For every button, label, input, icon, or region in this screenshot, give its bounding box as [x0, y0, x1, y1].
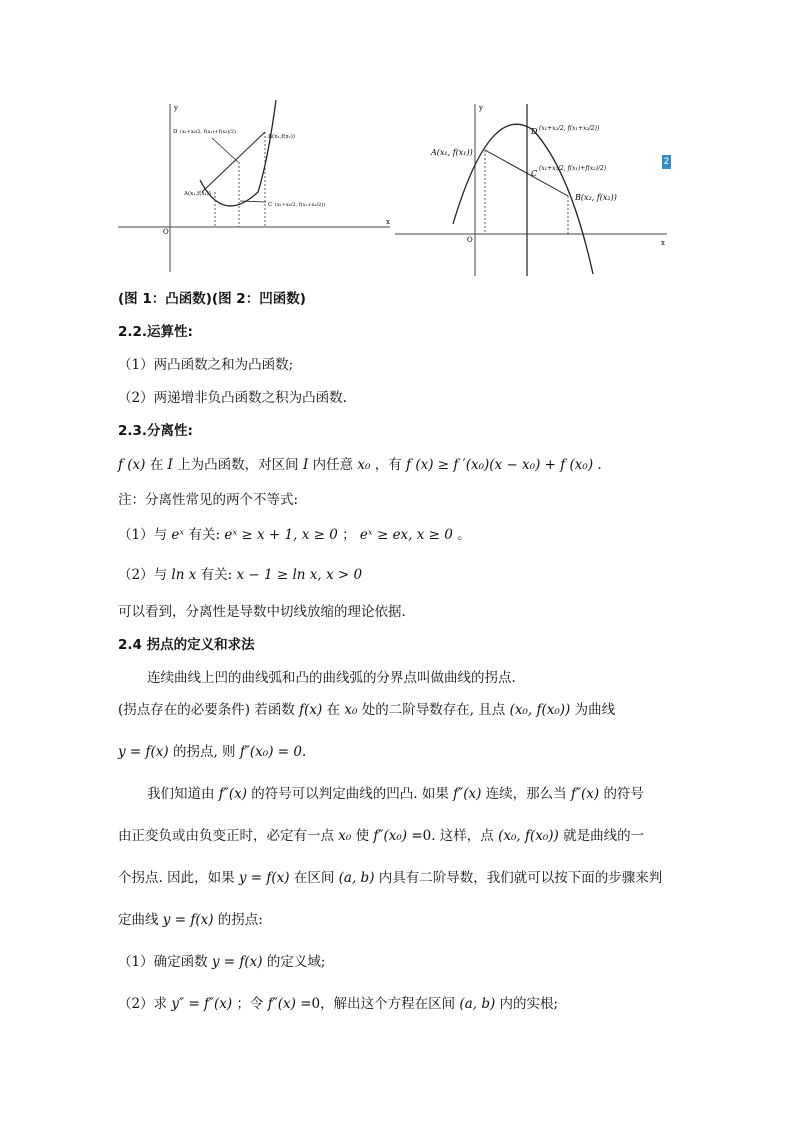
text: 个拐点. 因此，如果	[118, 870, 235, 886]
text: 的拐点, 则	[172, 744, 236, 760]
heading-2-2: 2.2.运算性:	[118, 324, 193, 340]
x0: x₀	[344, 702, 358, 718]
interval-i: I	[167, 457, 173, 473]
para-line-3	[118, 868, 662, 888]
text: 的拐点:	[217, 912, 263, 928]
text: 内具有二阶导数，我们就可以按下面的步骤来判	[378, 870, 663, 886]
curve-eq: y = f(x)	[118, 744, 169, 760]
text: 有关:	[188, 527, 221, 543]
x0: x₀	[338, 828, 352, 844]
text: 的定义域;	[266, 954, 326, 970]
text: .	[597, 457, 602, 473]
f2x: f″(x)	[570, 786, 600, 802]
para-line-2	[118, 826, 644, 846]
text: 在	[326, 702, 341, 718]
text: (拐点存在的必要条件) 若函数	[118, 702, 295, 718]
sec22-item-1: （1）两凸函数之和为凸函数;	[118, 357, 294, 373]
f2x: f″(x)	[267, 996, 296, 1012]
origin-label: O	[467, 236, 473, 244]
text: 的符号可以判定曲线的凹凸. 如果	[251, 786, 449, 802]
label-a: A(x₁, f(x₁))	[431, 148, 473, 157]
text: （2）与	[118, 567, 168, 583]
label-b: B(x₂,f(x₂))	[268, 134, 296, 140]
label-c-coords: (x₁+x₂/2, f(x₁)+f(x₂)/2)	[539, 165, 607, 172]
text: 定曲线	[118, 912, 159, 928]
condition-line-1	[118, 700, 615, 720]
x0: x₀	[357, 457, 371, 473]
second-derivative-zero: f″(x₀) = 0.	[239, 744, 307, 760]
text: 。	[457, 527, 471, 543]
note-heading: 注：分离性常见的两个不等式:	[118, 492, 299, 508]
inequality-2: eˣ ≥ ex, x ≥ 0	[359, 527, 453, 543]
f2x0: f″(x₀)	[373, 828, 408, 844]
text: ；	[342, 527, 356, 543]
sec22-item-2: （2）两递增非负凸函数之积为凸函数.	[118, 390, 347, 406]
label-d-coords: (x₁+x₂/2, f(x₁+x₂/2))	[539, 125, 600, 132]
text: ，有	[374, 457, 402, 473]
text: 为曲线	[574, 702, 616, 718]
curve-eq: y = f(x)	[238, 870, 290, 886]
figure-concave-function	[395, 100, 670, 278]
para-line-4	[118, 910, 263, 930]
step-1	[118, 952, 325, 972]
label-d: D	[531, 127, 538, 136]
step-2	[118, 994, 558, 1014]
second-derivative-eq: y″ = f″(x)	[171, 996, 233, 1012]
text: 有关:	[200, 567, 233, 583]
text: =0. 这样，点	[411, 828, 494, 844]
text: =0，解出这个方程在区间	[300, 996, 456, 1012]
concave-curve	[453, 124, 593, 274]
curve-eq: y = f(x)	[162, 912, 214, 928]
note-item-1	[118, 525, 471, 545]
text: 使	[355, 828, 370, 844]
label-c: C	[531, 169, 538, 178]
separation-property	[118, 455, 602, 475]
x-axis-label: x	[386, 218, 390, 226]
heading-2-4: 2.4 拐点的定义和求法	[118, 637, 255, 653]
interval-ab: (a, b)	[459, 996, 496, 1012]
text: （1）确定函数	[118, 954, 208, 970]
f2x: f″(x)	[218, 786, 247, 802]
point: (x₀, f(x₀))	[509, 702, 571, 718]
text: ；令	[236, 996, 264, 1012]
page-badge: 2	[663, 157, 670, 167]
point: (x₀, f(x₀))	[498, 828, 559, 844]
lnx: ln x	[171, 567, 197, 583]
x-axis-label: x	[661, 239, 665, 247]
f2x: f″(x)	[453, 786, 482, 802]
text: 在区间	[293, 870, 335, 886]
ex: eˣ	[171, 527, 185, 543]
figure-caption: (图 1：凸函数)(图 2：凹函数)	[118, 291, 306, 307]
y-axis-label: y	[479, 104, 483, 112]
note-item-2	[118, 565, 362, 585]
label-c-coords: (x₁+x₂/2, f(x₁+x₂/2))	[275, 202, 326, 208]
heading-2-3: 2.3.分离性:	[118, 423, 193, 439]
text: 连续，那么当	[485, 786, 567, 802]
interval-ab: (a, b)	[338, 870, 375, 886]
label-b: B(x₂, f(x₂))	[575, 193, 617, 202]
text: （1）与	[118, 527, 168, 543]
figure-convex-function	[118, 100, 398, 275]
fx: f(x)	[299, 702, 323, 718]
condition-line-2	[118, 742, 306, 762]
inequality-1: eˣ ≥ x + 1, x ≥ 0	[224, 527, 338, 543]
conclusion: 可以看到，分离性是导数中切线放缩的理论依据.	[118, 604, 406, 620]
inequality-3: x − 1 ≥ ln x, x > 0	[236, 567, 363, 583]
fx: f (x)	[118, 457, 146, 473]
interval-i: I	[302, 457, 309, 473]
curve-eq: y = f(x)	[211, 954, 263, 970]
inflection-definition: 连续曲线上凹的曲线弧和凸的曲线弧的分界点叫做曲线的拐点.	[147, 670, 516, 686]
label-d: D	[173, 129, 178, 135]
y-axis-label: y	[174, 104, 178, 112]
text: （2）求	[118, 996, 168, 1012]
label-a: A(x₁,f(x₁))	[184, 191, 211, 197]
text: 由正变负或由负变正时，必定有一点	[118, 828, 334, 844]
chord-ab	[202, 132, 265, 192]
para-line-1	[147, 784, 644, 804]
text: 在	[149, 457, 164, 473]
text: 上为凸函数，对区间	[177, 457, 299, 473]
text: 内任意	[312, 457, 354, 473]
text: 内的实根;	[499, 996, 559, 1012]
text: 就是曲线的一	[563, 828, 645, 844]
label-d-coords: (x₁+x₂/2, f(x₁)+f(x₂)/2)	[180, 129, 236, 135]
text: 我们知道由	[147, 786, 215, 802]
origin-label: O	[163, 228, 169, 236]
arrow-to-d	[212, 138, 238, 162]
label-c: C	[268, 202, 273, 208]
text: 处的二阶导数存在, 且点	[361, 702, 506, 718]
text: 的符号	[603, 786, 644, 802]
tangent-inequality: f (x) ≥ f ′(x₀)(x − x₀) + f (x₀)	[406, 457, 594, 473]
